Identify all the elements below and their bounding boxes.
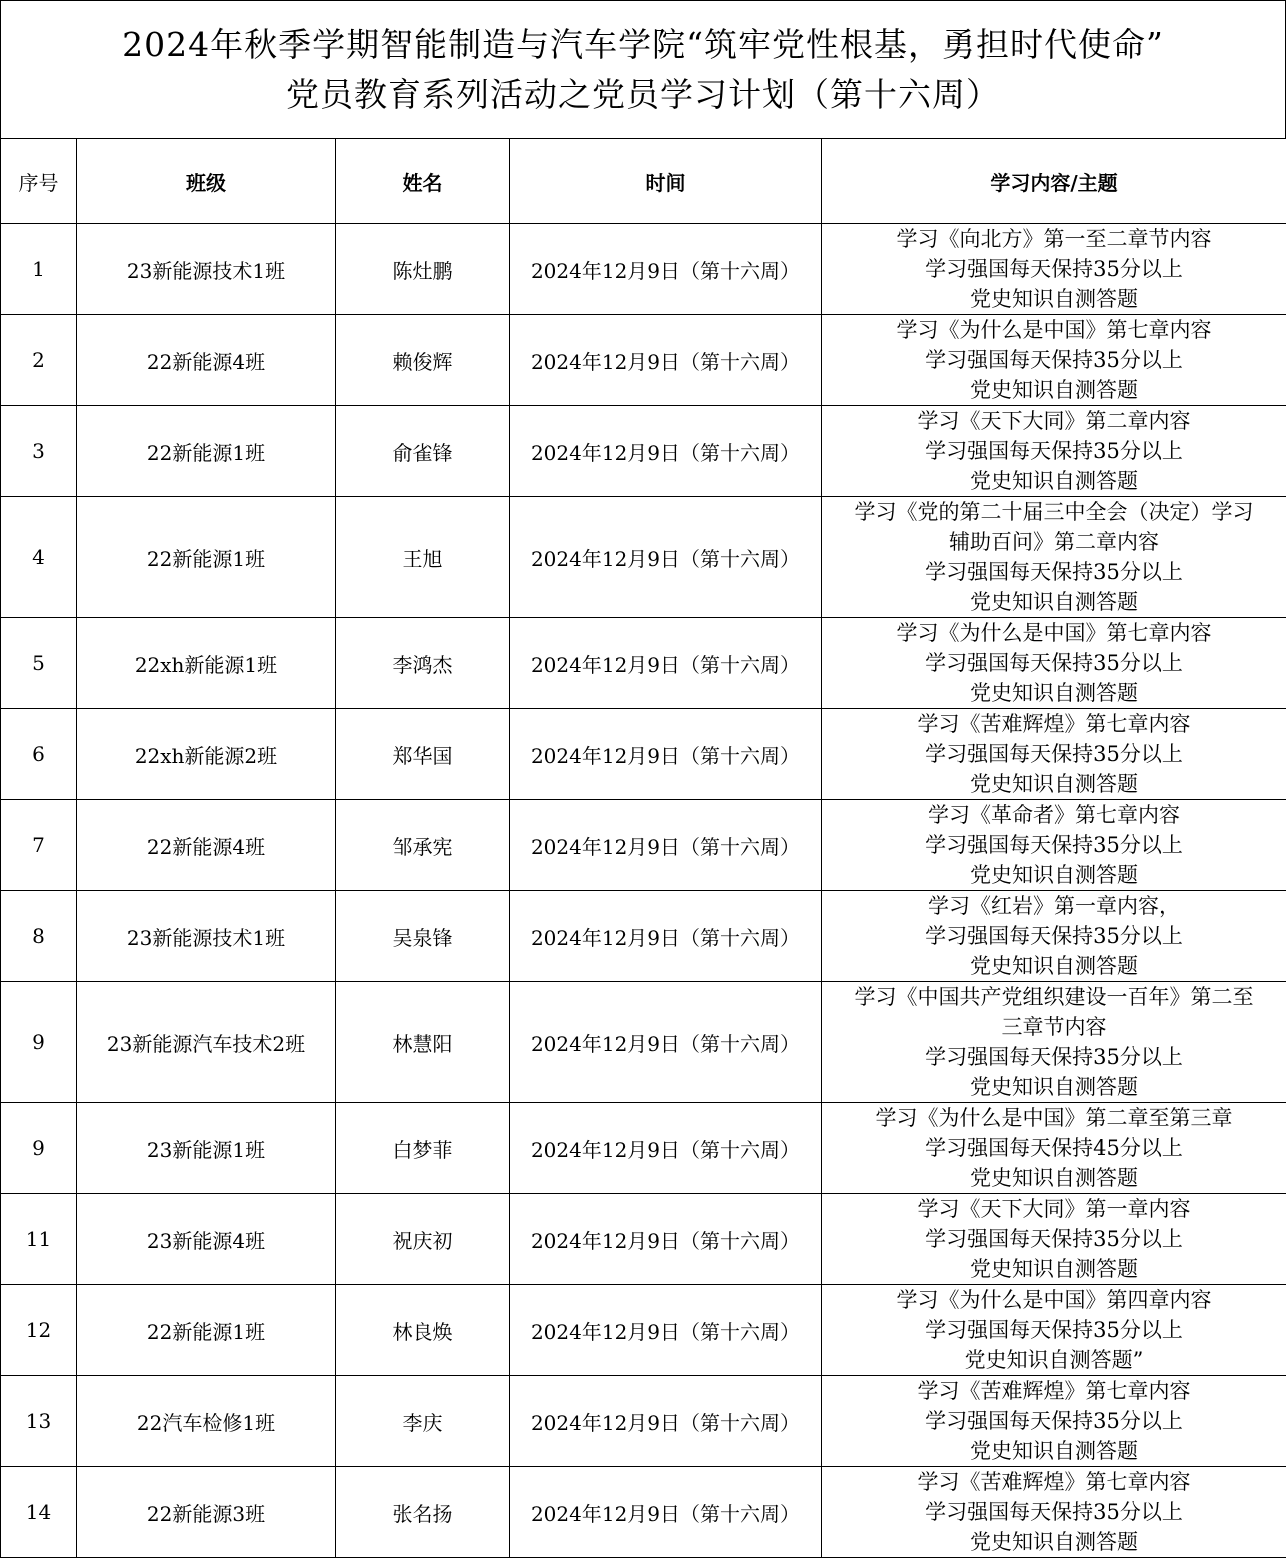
row-name: 张名扬 [336,1467,510,1558]
content-line: 学习《红岩》第一章内容， [822,891,1286,921]
content-line: 学习《为什么是中国》第七章内容 [822,618,1286,648]
content-line: 学习《革命者》第七章内容 [822,800,1286,830]
row-class: 23新能源技术1班 [77,224,336,315]
row-time: 2024年12月9日（第十六周） [510,315,822,406]
content-line: 学习强国每天保持35分以上 [822,1406,1286,1436]
content-line: 党史知识自测答题 [822,1527,1286,1557]
table-row [1,1194,1286,1285]
row-content [822,1103,1286,1194]
row-name: 吴泉锋 [336,891,510,982]
content-line: 学习强国每天保持35分以上 [822,1315,1286,1345]
row-time: 2024年12月9日（第十六周） [510,709,822,800]
row-time: 2024年12月9日（第十六周） [510,1376,822,1467]
content-line: 学习强国每天保持35分以上 [822,830,1286,860]
row-time: 2024年12月9日（第十六周） [510,618,822,709]
row-class: 23新能源1班 [77,1103,336,1194]
table-row [1,982,1286,1103]
content-line: 学习强国每天保持35分以上 [822,436,1286,466]
table-row [1,224,1286,315]
row-class: 23新能源汽车技术2班 [77,982,336,1103]
content-line: 学习强国每天保持35分以上 [822,921,1286,951]
row-content [822,1285,1286,1376]
row-time: 2024年12月9日（第十六周） [510,224,822,315]
header-time: 时间 [510,139,822,224]
table-row [1,709,1286,800]
row-seq: 13 [1,1376,77,1467]
row-class: 22新能源4班 [77,315,336,406]
row-seq: 8 [1,891,77,982]
row-time: 2024年12月9日（第十六周） [510,406,822,497]
content-line: 学习《为什么是中国》第四章内容 [822,1285,1286,1315]
content-line: 学习《天下大同》第一章内容 [822,1194,1286,1224]
row-content [822,497,1286,618]
content-line: 学习《苦难辉煌》第七章内容 [822,1376,1286,1406]
row-name: 俞雀锋 [336,406,510,497]
row-content [822,1194,1286,1285]
table-row [1,1285,1286,1376]
row-seq: 7 [1,800,77,891]
content-line: 学习强国每天保持35分以上 [822,254,1286,284]
content-line: 学习强国每天保持35分以上 [822,648,1286,678]
title-line-1: 2024年秋季学期智能制造与汽车学院“筑牢党性根基，勇担时代使命” [122,20,1164,70]
header-seq: 序号 [1,139,77,224]
row-content [822,406,1286,497]
row-seq: 6 [1,709,77,800]
table-row [1,497,1286,618]
row-seq: 2 [1,315,77,406]
content-line: 学习强国每天保持35分以上 [822,345,1286,375]
row-seq: 1 [1,224,77,315]
header-content: 学习内容/主题 [822,139,1286,224]
content-line: 辅助百问》第二章内容 [822,527,1286,557]
row-content [822,891,1286,982]
row-class: 22新能源3班 [77,1467,336,1558]
content-line: 党史知识自测答题 [822,951,1286,981]
row-time: 2024年12月9日（第十六周） [510,1194,822,1285]
row-seq: 9 [1,982,77,1103]
row-name: 郑华国 [336,709,510,800]
row-seq: 3 [1,406,77,497]
content-line: 学习强国每天保持35分以上 [822,739,1286,769]
table-row [1,1376,1286,1467]
row-class: 22新能源4班 [77,800,336,891]
row-seq: 5 [1,618,77,709]
row-content [822,709,1286,800]
row-class: 22新能源1班 [77,406,336,497]
table-row [1,800,1286,891]
row-content [822,1376,1286,1467]
header-class: 班级 [77,139,336,224]
study-plan-table [0,138,1286,1558]
row-time: 2024年12月9日（第十六周） [510,1103,822,1194]
content-line: 党史知识自测答题 [822,1436,1286,1466]
content-line: 党史知识自测答题 [822,587,1286,617]
table-row [1,1103,1286,1194]
content-line: 党史知识自测答题 [822,860,1286,890]
content-line: 党史知识自测答题 [822,284,1286,314]
content-line: 学习《为什么是中国》第七章内容 [822,315,1286,345]
content-line: 学习《天下大同》第二章内容 [822,406,1286,436]
content-line: 三章节内容 [822,1012,1286,1042]
row-name: 李鸿杰 [336,618,510,709]
row-class: 22新能源1班 [77,497,336,618]
row-content [822,224,1286,315]
row-name: 祝庆初 [336,1194,510,1285]
content-line: 学习强国每天保持35分以上 [822,1497,1286,1527]
table-row [1,891,1286,982]
row-content [822,982,1286,1103]
row-class: 22汽车检修1班 [77,1376,336,1467]
content-line: 学习强国每天保持35分以上 [822,557,1286,587]
row-name: 赖俊辉 [336,315,510,406]
row-seq: 4 [1,497,77,618]
row-seq: 12 [1,1285,77,1376]
row-seq: 11 [1,1194,77,1285]
row-name: 林慧阳 [336,982,510,1103]
row-class: 23新能源4班 [77,1194,336,1285]
row-seq: 9 [1,1103,77,1194]
row-name: 林良焕 [336,1285,510,1376]
table-body [1,224,1286,1558]
row-time: 2024年12月9日（第十六周） [510,1285,822,1376]
content-line: 党史知识自测答题 [822,678,1286,708]
content-line: 党史知识自测答题 [822,1163,1286,1193]
content-line: 学习《为什么是中国》第二章至第三章 [822,1103,1286,1133]
row-name: 李庆 [336,1376,510,1467]
content-line: 党史知识自测答题 [822,1072,1286,1102]
content-line: 学习《向北方》第一至二章节内容 [822,224,1286,254]
row-time: 2024年12月9日（第十六周） [510,1467,822,1558]
table-row [1,406,1286,497]
row-name: 邹承宪 [336,800,510,891]
row-time: 2024年12月9日（第十六周） [510,800,822,891]
row-seq: 14 [1,1467,77,1558]
row-time: 2024年12月9日（第十六周） [510,891,822,982]
content-line: 学习《苦难辉煌》第七章内容 [822,1467,1286,1497]
row-class: 23新能源技术1班 [77,891,336,982]
row-name: 陈灶鹏 [336,224,510,315]
table-row [1,315,1286,406]
row-content [822,800,1286,891]
header-name: 姓名 [336,139,510,224]
content-line: 学习《中国共产党组织建设一百年》第二至 [822,982,1286,1012]
content-line: 党史知识自测答题 [822,375,1286,405]
row-content [822,618,1286,709]
content-line: 党史知识自测答题 [822,466,1286,496]
content-line: 党史知识自测答题” [822,1345,1286,1375]
title-line-2: 党员教育系列活动之党员学习计划（第十六周） [286,70,1000,120]
header-row [1,139,1286,224]
content-line: 学习《党的第二十届三中全会（决定）学习 [822,497,1286,527]
row-class: 22xh新能源1班 [77,618,336,709]
row-class: 22新能源1班 [77,1285,336,1376]
content-line: 学习《苦难辉煌》第七章内容 [822,709,1286,739]
table-row [1,618,1286,709]
content-line: 学习强国每天保持45分以上 [822,1133,1286,1163]
row-content [822,315,1286,406]
row-time: 2024年12月9日（第十六周） [510,982,822,1103]
row-time: 2024年12月9日（第十六周） [510,497,822,618]
content-line: 学习强国每天保持35分以上 [822,1042,1286,1072]
content-line: 学习强国每天保持35分以上 [822,1224,1286,1254]
document-title [0,0,1286,138]
row-name: 白梦菲 [336,1103,510,1194]
content-line: 党史知识自测答题 [822,769,1286,799]
row-name: 王旭 [336,497,510,618]
content-line: 党史知识自测答题 [822,1254,1286,1284]
row-class: 22xh新能源2班 [77,709,336,800]
